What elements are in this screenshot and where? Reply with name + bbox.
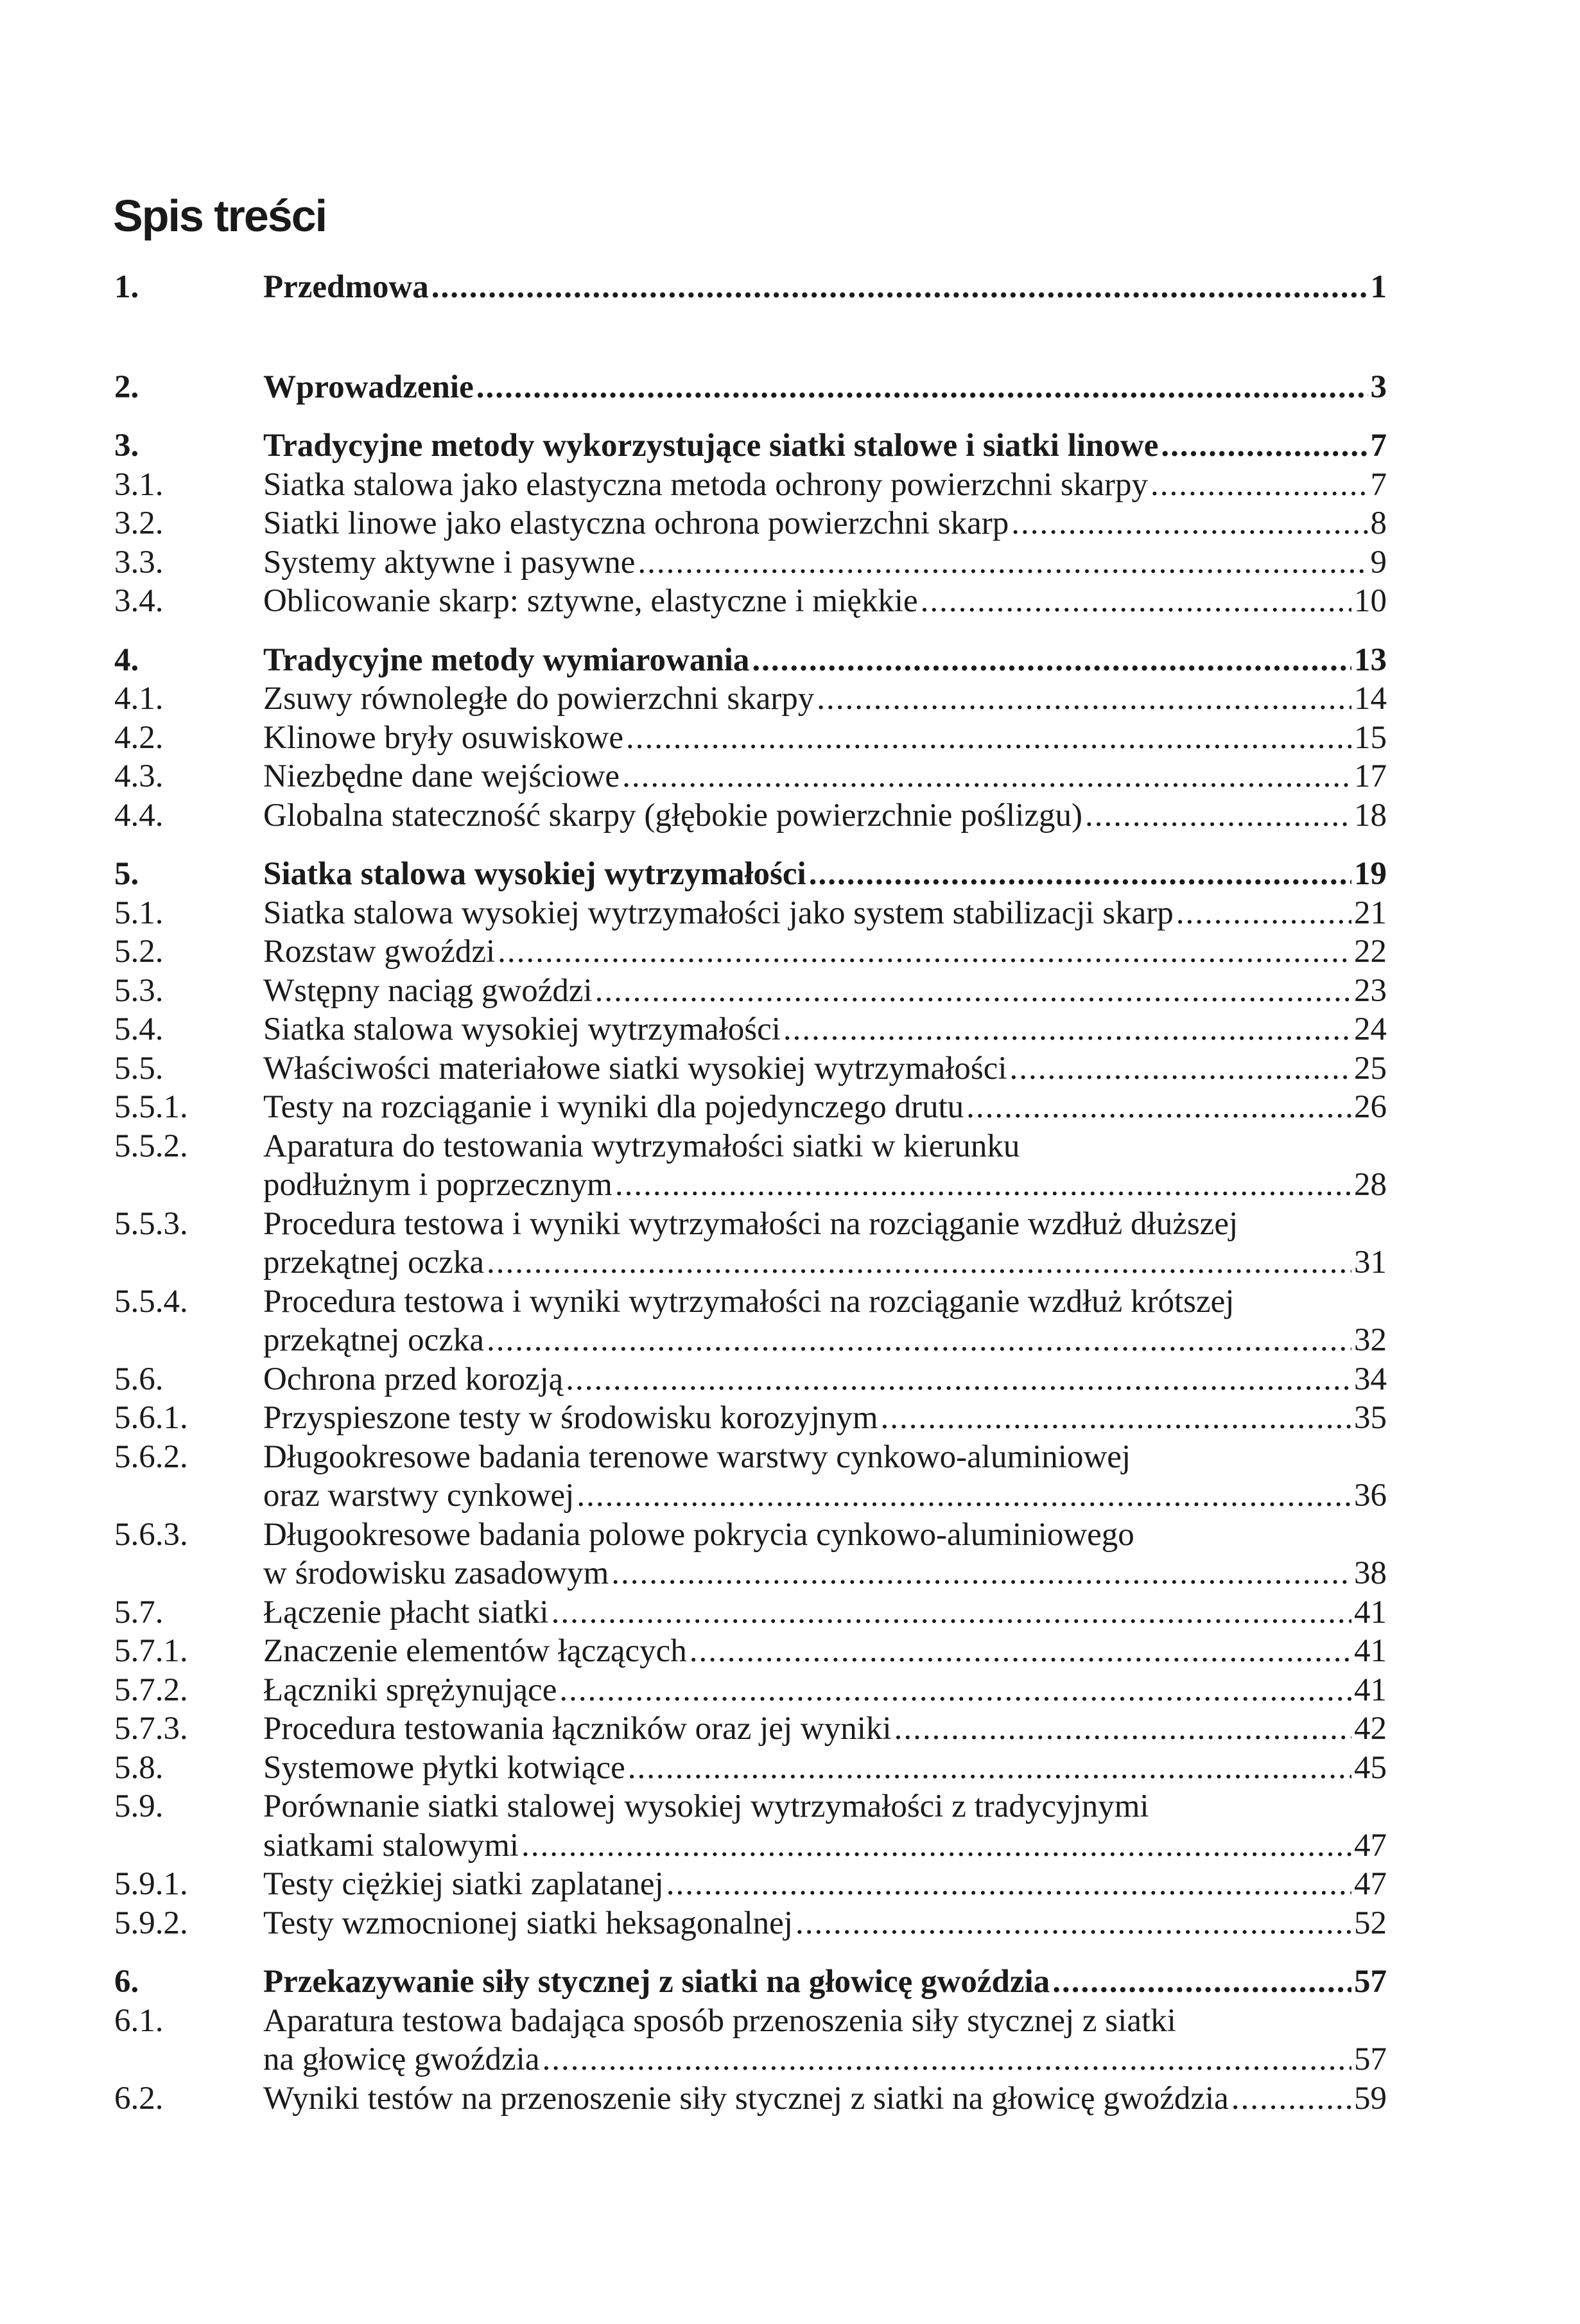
section-title: Ochrona przed korozją (263, 1361, 564, 1397)
section-number: 4. (114, 642, 139, 678)
dot-leader (1011, 504, 1367, 543)
dot-leader (783, 1010, 1351, 1049)
dot-leader (487, 1321, 1351, 1360)
dot-leader (521, 1826, 1351, 1865)
toc-entry (114, 1282, 1387, 1360)
section-number: 5.9.2. (114, 1905, 188, 1941)
toc-entry (114, 855, 1387, 894)
section-number: 5. (114, 856, 139, 892)
section-number: 3.2. (114, 505, 164, 541)
toc-entry (114, 1787, 1387, 1865)
section-title: Testy wzmocnionej siatki heksagonalnej (263, 1905, 793, 1941)
section-title: podłużnym i poprzecznym (263, 1167, 612, 1203)
page-number: 28 (1354, 1167, 1387, 1203)
page-number: 41 (1354, 1594, 1387, 1630)
section-number: 5.8. (114, 1749, 164, 1786)
section-number: 5.5.2. (114, 1128, 188, 1164)
section-title: siatkami stalowymi (263, 1827, 519, 1864)
dot-leader (498, 932, 1351, 972)
page-number: 47 (1354, 1827, 1387, 1864)
dot-leader (795, 1904, 1351, 1943)
toc-entry (114, 1360, 1387, 1399)
dot-leader (894, 1709, 1351, 1749)
toc-entry (114, 1127, 1387, 1205)
section-number: 5.6.3. (114, 1516, 188, 1553)
dot-leader (551, 1593, 1351, 1632)
section-number: 5.7.3. (114, 1711, 188, 1747)
section-title: Właściwości materiałowe siatki wysokiej wytrzymałości (263, 1050, 1007, 1087)
page-number: 23 (1354, 972, 1387, 1009)
section-number: 5.6.2. (114, 1438, 188, 1475)
dot-leader (543, 2040, 1352, 2079)
toc-entry (114, 1593, 1387, 1632)
dot-leader (966, 1088, 1351, 1127)
page-number: 36 (1354, 1478, 1387, 1514)
toc-entry (114, 932, 1387, 972)
section-number: 3.3. (114, 544, 164, 581)
section-title: Globalna stateczność skarpy (głębokie powierzchnie poślizgu) (263, 797, 1082, 834)
dot-leader (611, 1554, 1351, 1593)
section-title: Długookresowe badania terenowe warstwy cynkowo-aluminiowej (263, 1438, 1131, 1475)
page-number: 41 (1354, 1633, 1387, 1669)
section-number: 5.7.1. (114, 1633, 188, 1669)
toc-entry (114, 1010, 1387, 1049)
toc-entry (114, 757, 1387, 796)
dot-leader (666, 1865, 1351, 1904)
page-number: 34 (1354, 1361, 1387, 1397)
section-title: Łączniki sprężynujące (263, 1672, 557, 1708)
dot-leader (1176, 894, 1351, 933)
page-number: 47 (1354, 1866, 1387, 1902)
section-number: 4.3. (114, 758, 164, 794)
section-number: 5.2. (114, 934, 164, 970)
section-title: Zsuwy równoległe do powierzchni skarpy (263, 681, 815, 717)
section-title: Wstępny naciąg gwoździ (263, 972, 593, 1009)
toc-entry (114, 894, 1387, 933)
page-number: 35 (1354, 1400, 1387, 1436)
page-number: 41 (1354, 1672, 1387, 1708)
toc-entry (114, 1962, 1387, 2002)
section-number: 5.5.1. (114, 1089, 188, 1125)
toc-chapter (114, 855, 1387, 1943)
toc-entry (114, 1865, 1387, 1904)
page-number: 3 (1370, 369, 1387, 405)
toc-entry (114, 466, 1387, 505)
toc-chapter (114, 1962, 1387, 2118)
section-title: Długookresowe badania polowe pokrycia cynkowo-aluminiowego (263, 1516, 1134, 1553)
page-number: 9 (1370, 544, 1387, 581)
toc-entry (114, 268, 1387, 307)
section-number: 6.2. (114, 2080, 164, 2117)
toc-entry (114, 796, 1387, 835)
page-number: 10 (1354, 583, 1387, 619)
dot-leader (431, 268, 1368, 307)
page-number: 1 (1370, 269, 1387, 305)
section-title: Procedura testowania łączników oraz jej wyniki (263, 1711, 892, 1747)
section-number: 5.5. (114, 1050, 164, 1087)
dot-leader (487, 1243, 1351, 1282)
dot-leader (1010, 1049, 1351, 1088)
section-title: Testy na rozciąganie i wyniki dla pojedynczego drutu (263, 1089, 964, 1125)
dot-leader (615, 1166, 1351, 1205)
page-number: 24 (1354, 1011, 1387, 1047)
section-title: Klinowe bryły osuwiskowe (263, 719, 623, 756)
page-number: 7 (1370, 428, 1387, 464)
toc-entry (114, 1632, 1387, 1671)
page-number: 45 (1354, 1749, 1387, 1786)
section-title: przekątnej oczka (263, 1322, 485, 1358)
section-title: Niezbędne dane wejściowe (263, 758, 620, 794)
toc-entry (114, 582, 1387, 621)
section-title: Znaczenie elementów łączących (263, 1633, 687, 1669)
section-title: w środowisku zasadowym (263, 1555, 609, 1591)
toc-entry (114, 368, 1387, 407)
toc-chapter (114, 368, 1387, 407)
section-number: 3.1. (114, 466, 164, 503)
toc-entry (114, 1671, 1387, 1710)
page-number: 13 (1354, 642, 1387, 678)
toc-entry (114, 1049, 1387, 1088)
section-number: 5.9. (114, 1788, 164, 1824)
section-title: Siatka stalowa wysokiej wytrzymałości jako system stabilizacji skarp (263, 895, 1174, 931)
page-number: 52 (1354, 1905, 1387, 1941)
toc-entry (114, 1516, 1387, 1593)
page-number: 31 (1354, 1245, 1387, 1280)
dot-leader (1085, 796, 1351, 835)
dot-leader (1052, 1962, 1351, 2002)
section-title: Procedura testowa i wyniki wytrzymałości na rozciąganie wzdłuż krótszej (263, 1283, 1235, 1320)
page-number: 8 (1370, 505, 1387, 541)
toc-chapter (114, 641, 1387, 835)
section-title: Porównanie siatki stalowej wysokiej wytrzymałości z tradycyjnymi (263, 1788, 1149, 1824)
dot-leader (690, 1632, 1351, 1671)
section-title: Tradycyjne metody wykorzystujące siatki stalowe i siatki linowe (263, 428, 1159, 464)
section-number: 6.1. (114, 2002, 164, 2039)
page-number: 59 (1354, 2080, 1387, 2117)
toc-chapter (114, 426, 1387, 621)
toc-entry (114, 2079, 1387, 2119)
page-number: 15 (1354, 719, 1387, 756)
section-number: 5.5.4. (114, 1283, 188, 1320)
section-title: Oblicowanie skarp: sztywne, elastyczne i miękkie (263, 583, 918, 619)
section-number: 2. (114, 369, 139, 405)
section-title: Wprowadzenie (263, 369, 474, 405)
page-number: 38 (1354, 1555, 1387, 1591)
section-number: 5.6.1. (114, 1400, 188, 1436)
section-title: przekątnej oczka (263, 1245, 485, 1280)
page-number: 17 (1354, 758, 1387, 794)
section-number: 5.1. (114, 895, 164, 931)
section-number: 5.6. (114, 1361, 164, 1397)
toc-chapter (114, 268, 1387, 307)
toc-entry (114, 2002, 1387, 2079)
page-number: 19 (1354, 856, 1387, 892)
dot-leader (476, 368, 1368, 407)
dot-leader (752, 641, 1351, 680)
section-title: Systemowe płytki kotwiące (263, 1749, 625, 1786)
section-number: 5.3. (114, 972, 164, 1009)
section-title: Aparatura do testowania wytrzymałości siatki w kierunku (263, 1128, 1020, 1164)
dot-leader (566, 1360, 1351, 1399)
dot-leader (577, 1476, 1351, 1516)
toc-entry (114, 679, 1387, 719)
toc-entry (114, 504, 1387, 543)
toc-entry (114, 1709, 1387, 1749)
section-number: 5.9.1. (114, 1866, 188, 1902)
section-title: Przedmowa (263, 269, 429, 305)
page-number: 21 (1354, 895, 1387, 931)
section-number: 5.7. (114, 1594, 164, 1630)
section-number: 1. (114, 269, 139, 305)
section-number: 3. (114, 428, 139, 464)
section-title: Systemy aktywne i pasywne (263, 544, 636, 581)
toc-entry (114, 641, 1387, 680)
section-number: 6. (114, 1964, 139, 2000)
section-title: oraz warstwy cynkowej (263, 1478, 575, 1514)
table-of-contents (114, 268, 1387, 2118)
page-number: 18 (1354, 797, 1387, 834)
section-title: Procedura testowa i wyniki wytrzymałości na rozciąganie wzdłuż dłuższej (263, 1205, 1238, 1242)
dot-leader (881, 1399, 1351, 1438)
section-number: 4.2. (114, 719, 164, 756)
toc-entry (114, 543, 1387, 582)
section-title: Przekazywanie siły stycznej z siatki na głowicę gwoździa (263, 1964, 1050, 2000)
toc-entry (114, 1088, 1387, 1127)
dot-leader (809, 855, 1351, 894)
section-number: 5.4. (114, 1011, 164, 1047)
section-number: 5.7.2. (114, 1672, 188, 1708)
toc-entry (114, 426, 1387, 466)
page-number: 42 (1354, 1711, 1387, 1747)
section-title: Testy ciężkiej siatki zaplatanej (263, 1866, 664, 1902)
dot-leader (817, 679, 1351, 719)
page-number: 26 (1354, 1089, 1387, 1125)
dot-leader (628, 1749, 1351, 1788)
section-title: Tradycyjne metody wymiarowania (263, 642, 750, 678)
section-title: Siatki linowe jako elastyczna ochrona powierzchni skarp (263, 505, 1009, 541)
dot-leader (595, 972, 1351, 1011)
section-title: Wyniki testów na przenoszenie siły stycznej z siatki na głowicę gwoździa (263, 2080, 1229, 2117)
dot-leader (626, 719, 1351, 758)
toc-entry (114, 972, 1387, 1011)
section-title: Łączenie płacht siatki (263, 1594, 549, 1630)
page-title: Spis treści (113, 191, 327, 241)
dot-leader (622, 757, 1351, 796)
dot-leader (921, 582, 1351, 621)
toc-entry (114, 1438, 1387, 1516)
section-number: 4.1. (114, 681, 164, 717)
toc-entry (114, 1749, 1387, 1788)
dot-leader (559, 1671, 1351, 1710)
section-number: 3.4. (114, 583, 164, 619)
page-number: 32 (1354, 1322, 1387, 1358)
page-number: 22 (1354, 934, 1387, 970)
toc-entry (114, 1399, 1387, 1438)
section-number: 5.5.3. (114, 1205, 188, 1242)
page-number: 7 (1370, 466, 1387, 503)
section-title: Aparatura testowa badająca sposób przenoszenia siły stycznej z siatki (263, 2002, 1176, 2039)
section-title: na głowicę gwoździa (263, 2041, 540, 2077)
section-title: Siatka stalowa jako elastyczna metoda ochrony powierzchni skarpy (263, 466, 1148, 503)
page-number: 14 (1354, 681, 1387, 717)
section-number: 4.4. (114, 797, 164, 834)
dot-leader (638, 543, 1367, 582)
toc-entry (114, 719, 1387, 758)
page-number: 25 (1354, 1050, 1387, 1087)
section-title: Siatka stalowa wysokiej wytrzymałości (263, 856, 806, 892)
toc-entry (114, 1904, 1387, 1943)
toc-entry (114, 1205, 1387, 1282)
page-number: 57 (1354, 1964, 1387, 2000)
section-title: Rozstaw gwoździ (263, 934, 496, 970)
section-title: Przyspieszone testy w środowisku korozyjnym (263, 1400, 878, 1436)
page-number: 57 (1354, 2041, 1387, 2077)
dot-leader (1231, 2079, 1351, 2119)
section-title: Siatka stalowa wysokiej wytrzymałości (263, 1011, 781, 1047)
dot-leader (1161, 426, 1367, 466)
dot-leader (1150, 466, 1368, 505)
